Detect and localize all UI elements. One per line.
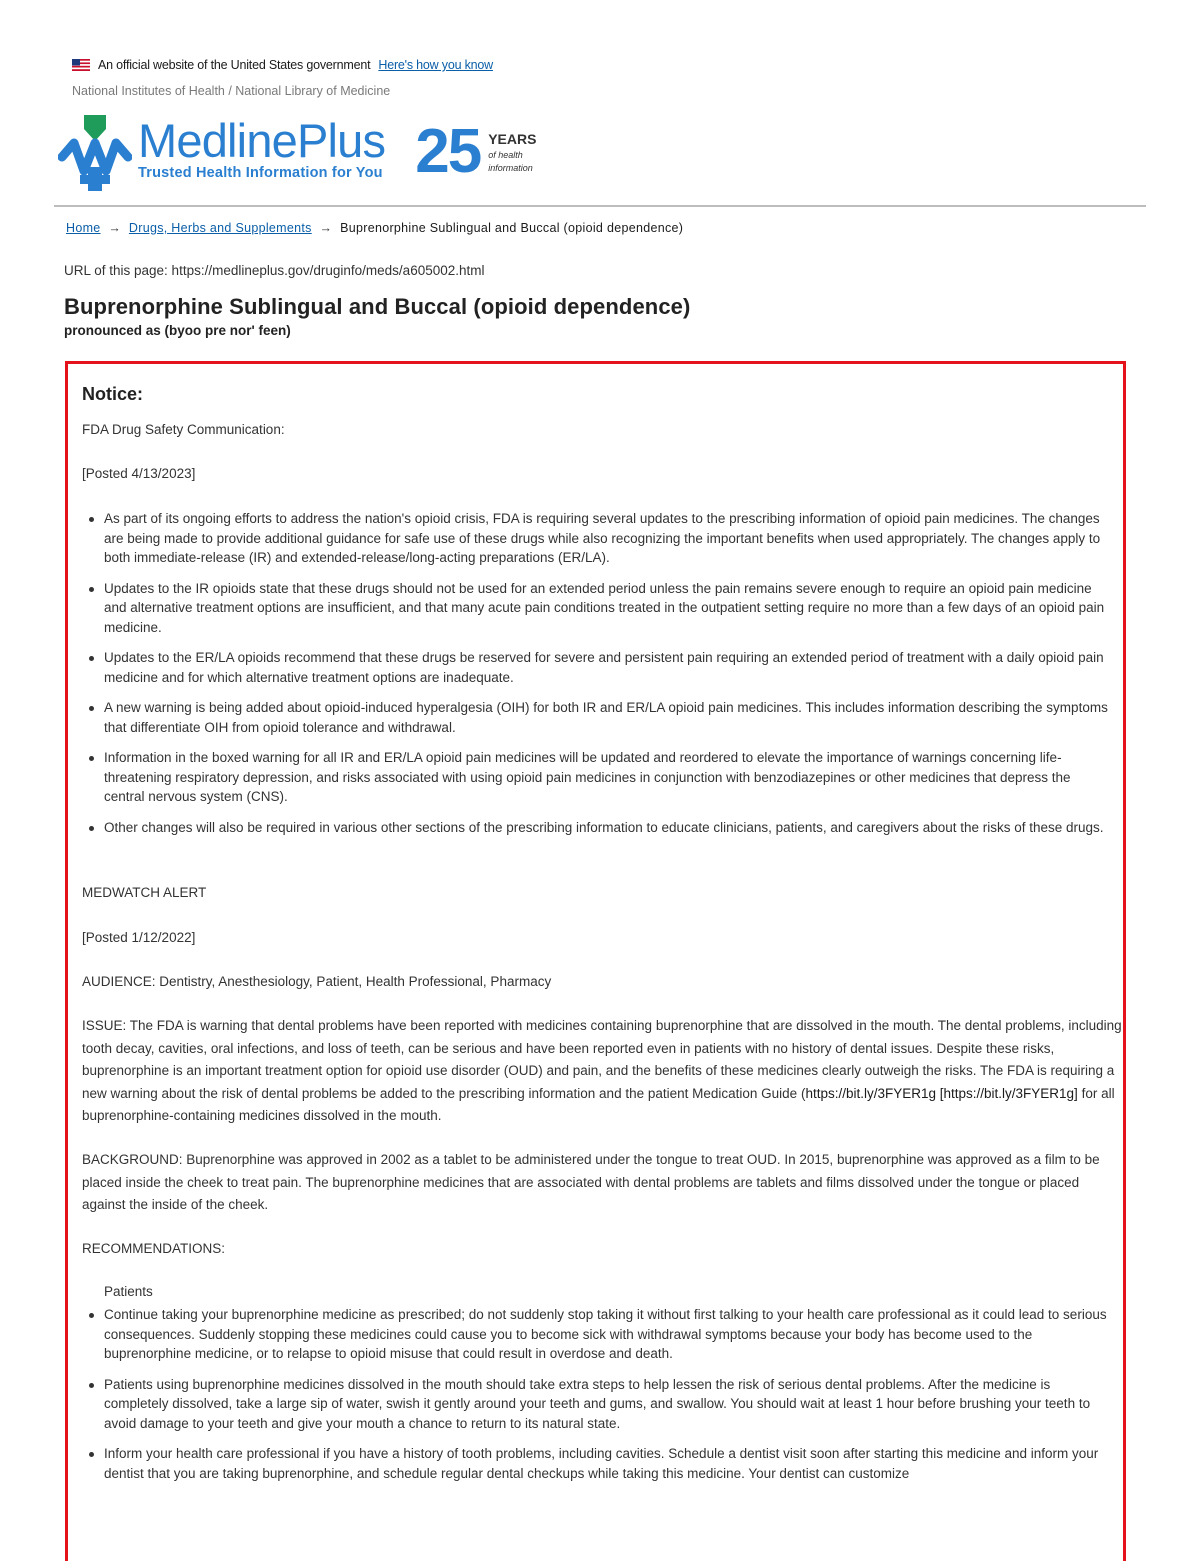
list-item: As part of its ongoing efforts to address the nation's opioid crisis, FDA is requiring several updates to the prescribing information of opioid pain medicines. The changes are being made to provide additional guidance for safe use of these drugs while also recognizing the important benefits when used appropriately. The changes apply to both immediate-release (IR) and extended-release/long-acting preparations (ER/LA). — [82, 509, 1112, 568]
us-flag-icon — [72, 59, 90, 71]
anniversary-number: 25 — [415, 117, 481, 186]
breadcrumb-drugs-link[interactable]: Drugs, Herbs and Supplements — [128, 221, 312, 235]
medication-guide-link[interactable]: https://bit.ly/3FYER1g [https://bit.ly/3FYER1g] — [805, 1085, 1078, 1101]
fda-bullet-list — [82, 509, 1112, 848]
anniversary-sub2: information — [488, 163, 533, 173]
anniversary-badge — [415, 117, 537, 186]
list-item: Updates to the ER/LA opioids recommend that these drugs be reserved for severe and persistent pain requiring an extended period of treatment with a daily opioid pain medicine and for which alternative treatment options are inadequate. — [82, 648, 1112, 687]
medlineplus-logo[interactable] — [58, 113, 536, 193]
issue-paragraph — [82, 1015, 1122, 1128]
breadcrumb-separator: → — [319, 221, 333, 235]
list-item: Updates to the IR opioids state that these drugs should not be used for an extended period unless the pain remains severe enough to require an opioid pain medicine and alternative treatment options are insufficient, and that many acute pain conditions treated in the outpatient setting require no more than a few days of an opioid pain medicine. — [82, 579, 1112, 638]
posted-date-1: [Posted 4/13/2023] — [82, 466, 196, 481]
medwatch-label: MEDWATCH ALERT — [82, 885, 207, 900]
agency-line: National Institutes of Health / National Library of Medicine — [72, 84, 391, 98]
breadcrumb — [66, 221, 683, 235]
header-divider — [54, 205, 1146, 207]
list-item: A new warning is being added about opioid-induced hyperalgesia (OIH) for both IR and ER/LA opioid pain medicines. This includes information describing the symptoms that differentiate OIH from opioid tolerance and withdrawal. — [82, 698, 1112, 737]
patient-bullet-list — [82, 1305, 1112, 1494]
notice-heading: Notice: — [82, 384, 144, 404]
list-item: Continue taking your buprenorphine medicine as prescribed; do not suddenly stop taking it without first talking to your health care professional as it could lead to serious consequences. Suddenly stopping these medicines could cause you to become sick with withdrawal symptoms because your body has become used to the buprenorphine medicine, or to relapse to opioid misuse that could result in overdose and death. — [82, 1305, 1112, 1364]
how-you-know-link[interactable]: Here's how you know — [378, 58, 493, 72]
audience-text: AUDIENCE: Dentistry, Anesthesiology, Patient, Health Professional, Pharmacy — [82, 974, 552, 989]
patients-label: Patients — [104, 1284, 153, 1299]
logo-wordmark: MedlinePlus — [138, 114, 386, 167]
breadcrumb-home-link[interactable]: Home — [66, 221, 101, 235]
issue-text: ISSUE: The FDA is warning that dental problems have been reported with medicines containing buprenorphine that are dissolved in the mouth. The dental problems, including tooth decay, cavities, oral infections, and loss of teeth, can be serious and have been reported even in patients with no history of dental issues. Despite these risks, buprenorphine is an important treatment option for opioid use disorder (OUD) and pain, and the benefits of these medicines clearly outweigh the risks. The FDA is requiring a new warning about the risk of dental problems be added to the prescribing information and the patient Medication Guide ( — [82, 1018, 1122, 1101]
posted-date-2: [Posted 1/12/2022] — [82, 930, 196, 945]
anniversary-sub1: of health — [488, 150, 523, 160]
breadcrumb-current: Buprenorphine Sublingual and Buccal (opioid dependence) — [340, 221, 684, 235]
gov-banner-text: An official website of the United States government — [98, 58, 371, 72]
background-paragraph: BACKGROUND: Buprenorphine was approved in 2002 as a tablet to be administered under the tongue to treat OUD. In 2015, buprenorphine was approved as a film to be placed inside the cheek to treat pain. The buprenorphine medicines that are associated with dental problems are tablets and films dissolved under the tongue or placed against the inside of the cheek. — [82, 1152, 1100, 1212]
list-item: Other changes will also be required in various other sections of the prescribing information to educate clinicians, patients, and caregivers about the risks of these drugs. — [82, 818, 1112, 838]
pronunciation: pronounced as (byoo pre nor' feen) — [64, 323, 291, 338]
notice-box — [65, 361, 1126, 1561]
fda-label: FDA Drug Safety Communication: — [82, 422, 285, 437]
list-item: Inform your health care professional if you have a history of tooth problems, including cavities. Schedule a dentist visit soon after starting this medicine and inform your dentist that you are taking buprenorphine, and schedule regular dental checkups while taking this medicine. Your dentist can customize — [82, 1444, 1112, 1483]
issue-text-end: for all buprenorphine-containing medicines dissolved in the mouth. — [82, 1085, 1115, 1123]
gov-banner — [72, 58, 493, 72]
breadcrumb-separator: → — [108, 221, 122, 235]
logo-tagline: Trusted Health Information for You — [138, 165, 383, 181]
list-item: Information in the boxed warning for all IR and ER/LA opioid pain medicines will be updated and reordered to elevate the importance of warnings concerning life-threatening respiratory depression, and risks associated with using opioid pain medicines in conjunction with benzodiazepines or other medicines that depress the central nervous system (CNS). — [82, 748, 1112, 807]
anniversary-years: YEARS — [488, 131, 537, 147]
recommendations-label: RECOMMENDATIONS: — [82, 1241, 226, 1256]
page-title: Buprenorphine Sublingual and Buccal (opioid dependence) — [64, 294, 691, 319]
list-item: Patients using buprenorphine medicines dissolved in the mouth should take extra steps to help lessen the risk of serious dental problems. After the medicine is completely dissolved, take a large sip of water, swish it gently around your teeth and gums, and swallow. You should wait at least 1 hour before brushing your teeth to avoid damage to your teeth and give your mouth a chance to return to its natural state. — [82, 1375, 1112, 1434]
medlineplus-logo-icon — [58, 113, 132, 193]
page-url: URL of this page: https://medlineplus.gov/druginfo/meds/a605002.html — [64, 263, 485, 278]
